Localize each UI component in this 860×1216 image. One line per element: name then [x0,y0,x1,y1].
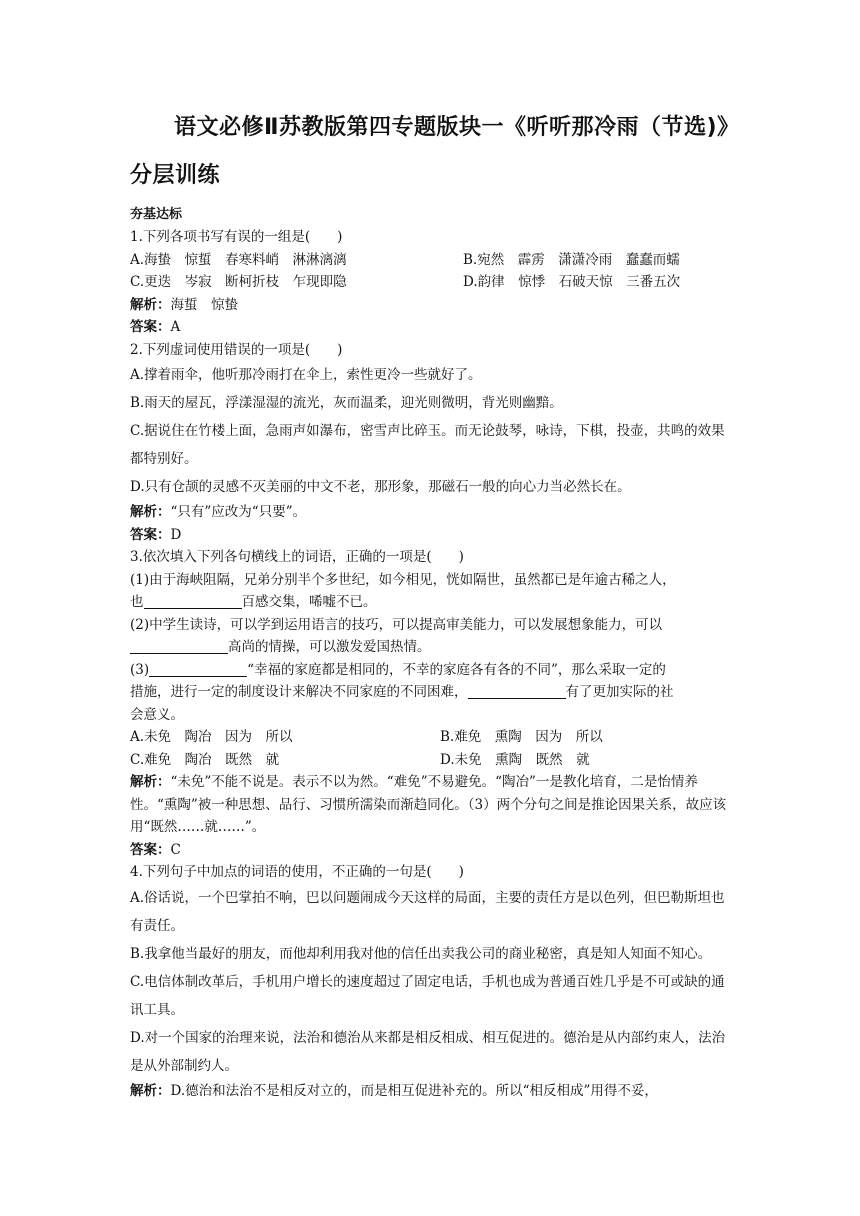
q1-option-d: D.韵律 惊悸 石破天惊 三番五次 [463,274,681,290]
analysis-label: 解析： [130,774,171,790]
q1-answer: 答案：A [130,319,181,335]
q1-stem: 1.下列各项书写有误的一组是( ) [130,229,343,245]
answer-label: 答案： [130,526,171,543]
q1-options-row-2 [130,271,730,294]
fill-blank [468,682,566,699]
fill-blank [130,637,228,654]
q2-option-d: D.只有仓颉的灵感不灭美丽的中文不老，那形象，那磁石一般的向心力当必然长在。 [130,479,631,495]
document-title: 语文必修Ⅱ苏教版第四专题版块一《听听那冷雨（节选)》分层训练 [130,115,729,188]
section-heading: 夯基达标 [130,207,183,222]
q3-option-b: B.难免 熏陶 因为 所以 [440,729,603,745]
q4-option-b: B.我拿他当最好的朋友，而他却利用我对他的信任出卖我公司的商业秘密，真是知人知面不知心。 [130,945,712,962]
answer-label: 答案： [130,319,171,335]
q2-stem: 2.下列虚词使用错误的一项是( ) [130,341,343,358]
q1-option-a: A.海蛰 惊蜇 春寒料峭 淋淋漓漓 [130,251,347,268]
document-page [130,104,730,1102]
q3-sentence-3: (3) “幸福的家庭都是相同的，不幸的家庭各有各的不同”，那么采取一定的 措施，进行一定的制度设计来解决不同家庭的不同困难， 有了更加实际的社 会意义。 [130,661,674,723]
q2-option-a: A.撑着雨伞，他听那冷雨打在伞上，索性更冷一些就好了。 [130,367,482,383]
q4-option-c: C.电信体制改革后，手机用户增长的速度超过了固定电话，手机也成为普通百姓几乎是不可或缺的通讯工具。 [130,973,725,1018]
q4-stem: 4.下列句子中加点的词语的使用，不正确的一句是( ) [130,864,464,880]
q1-option-b: B.宛然 霹雳 潇潇冷雨 蠢蠢而蠕 [463,251,680,268]
q3-answer: 答案：C [130,841,181,858]
q4-option-d: D.对一个国家的治理来说，法治和德治从来都是相反相成、相互促进的。德治是从内部约束人，法治是从外部制约人。 [130,1029,726,1074]
q4-analysis: 解析：D.德治和法治不是相反对立的，而是相互促进补充的。所以“相反相成”用得不妥， [130,1082,658,1099]
q2-option-c: C.据说住在竹楼上面，急雨声如瀑布，密雪声比碎玉。而无论鼓琴，咏诗，下棋，投壶，共鸣的效果都特别好。 [130,423,725,467]
q2-answer: 答案：D [130,526,182,543]
fill-blank [144,592,242,609]
q3-options-row-1 [130,726,730,749]
answer-label: 答案： [130,841,171,858]
analysis-label: 解析： [130,296,171,313]
analysis-label: 解析： [130,504,171,520]
q1-analysis: 解析：海蜇 惊蛰 [130,296,238,313]
q3-option-a: A.未免 陶冶 因为 所以 [130,729,293,745]
q3-option-c: C.难免 陶冶 既然 就 [130,751,280,768]
q3-stem: 3.依次填入下列各句横线上的词语，正确的一项是( ) [130,549,464,565]
q1-options-row-1 [130,249,730,272]
q2-option-b: B.雨天的屋瓦，浮漾湿湿的流光，灰而温柔，迎光则微明，背光则幽黯。 [130,395,563,411]
q3-option-d: D.未免 熏陶 既然 就 [440,751,590,768]
fill-blank [149,660,247,677]
q3-sentence-2: (2)中学生读诗，可以学到运用语言的技巧，可以提高审美能力，可以发展想象能力，可以 高尚的情操，可以激发爱国热情。 [130,616,663,655]
analysis-label: 解析： [130,1082,171,1099]
q4-option-a: A.俗话说，一个巴掌拍不响，巴以问题闹成今天这样的局面，主要的责任方是以色列，但巴勒斯坦也有责任。 [130,889,725,934]
q3-options-row-2 [130,749,730,772]
q2-analysis: 解析：“只有”应改为“只要”。 [130,504,307,520]
q1-option-c: C.更迭 岑寂 断柯折枝 乍现即隐 [130,274,347,290]
q3-sentence-1: (1)由于海峡阻隔，兄弟分别半个多世纪，如今相见，恍如隔世，虽然都已是年逾古稀之人， 也 百感交集，唏嘘不已。 [130,571,676,610]
q3-analysis: 解析：“未免”不能不说是。表示不以为然。“难免”不易避免。“陶冶”一是教化培育，二是怡情养性。“熏陶”被一种思想、品行、习惯所濡染而渐趋同化。（3）两个分句之间是推论因果关系，故应该用“既然……就……”。 [130,774,727,835]
